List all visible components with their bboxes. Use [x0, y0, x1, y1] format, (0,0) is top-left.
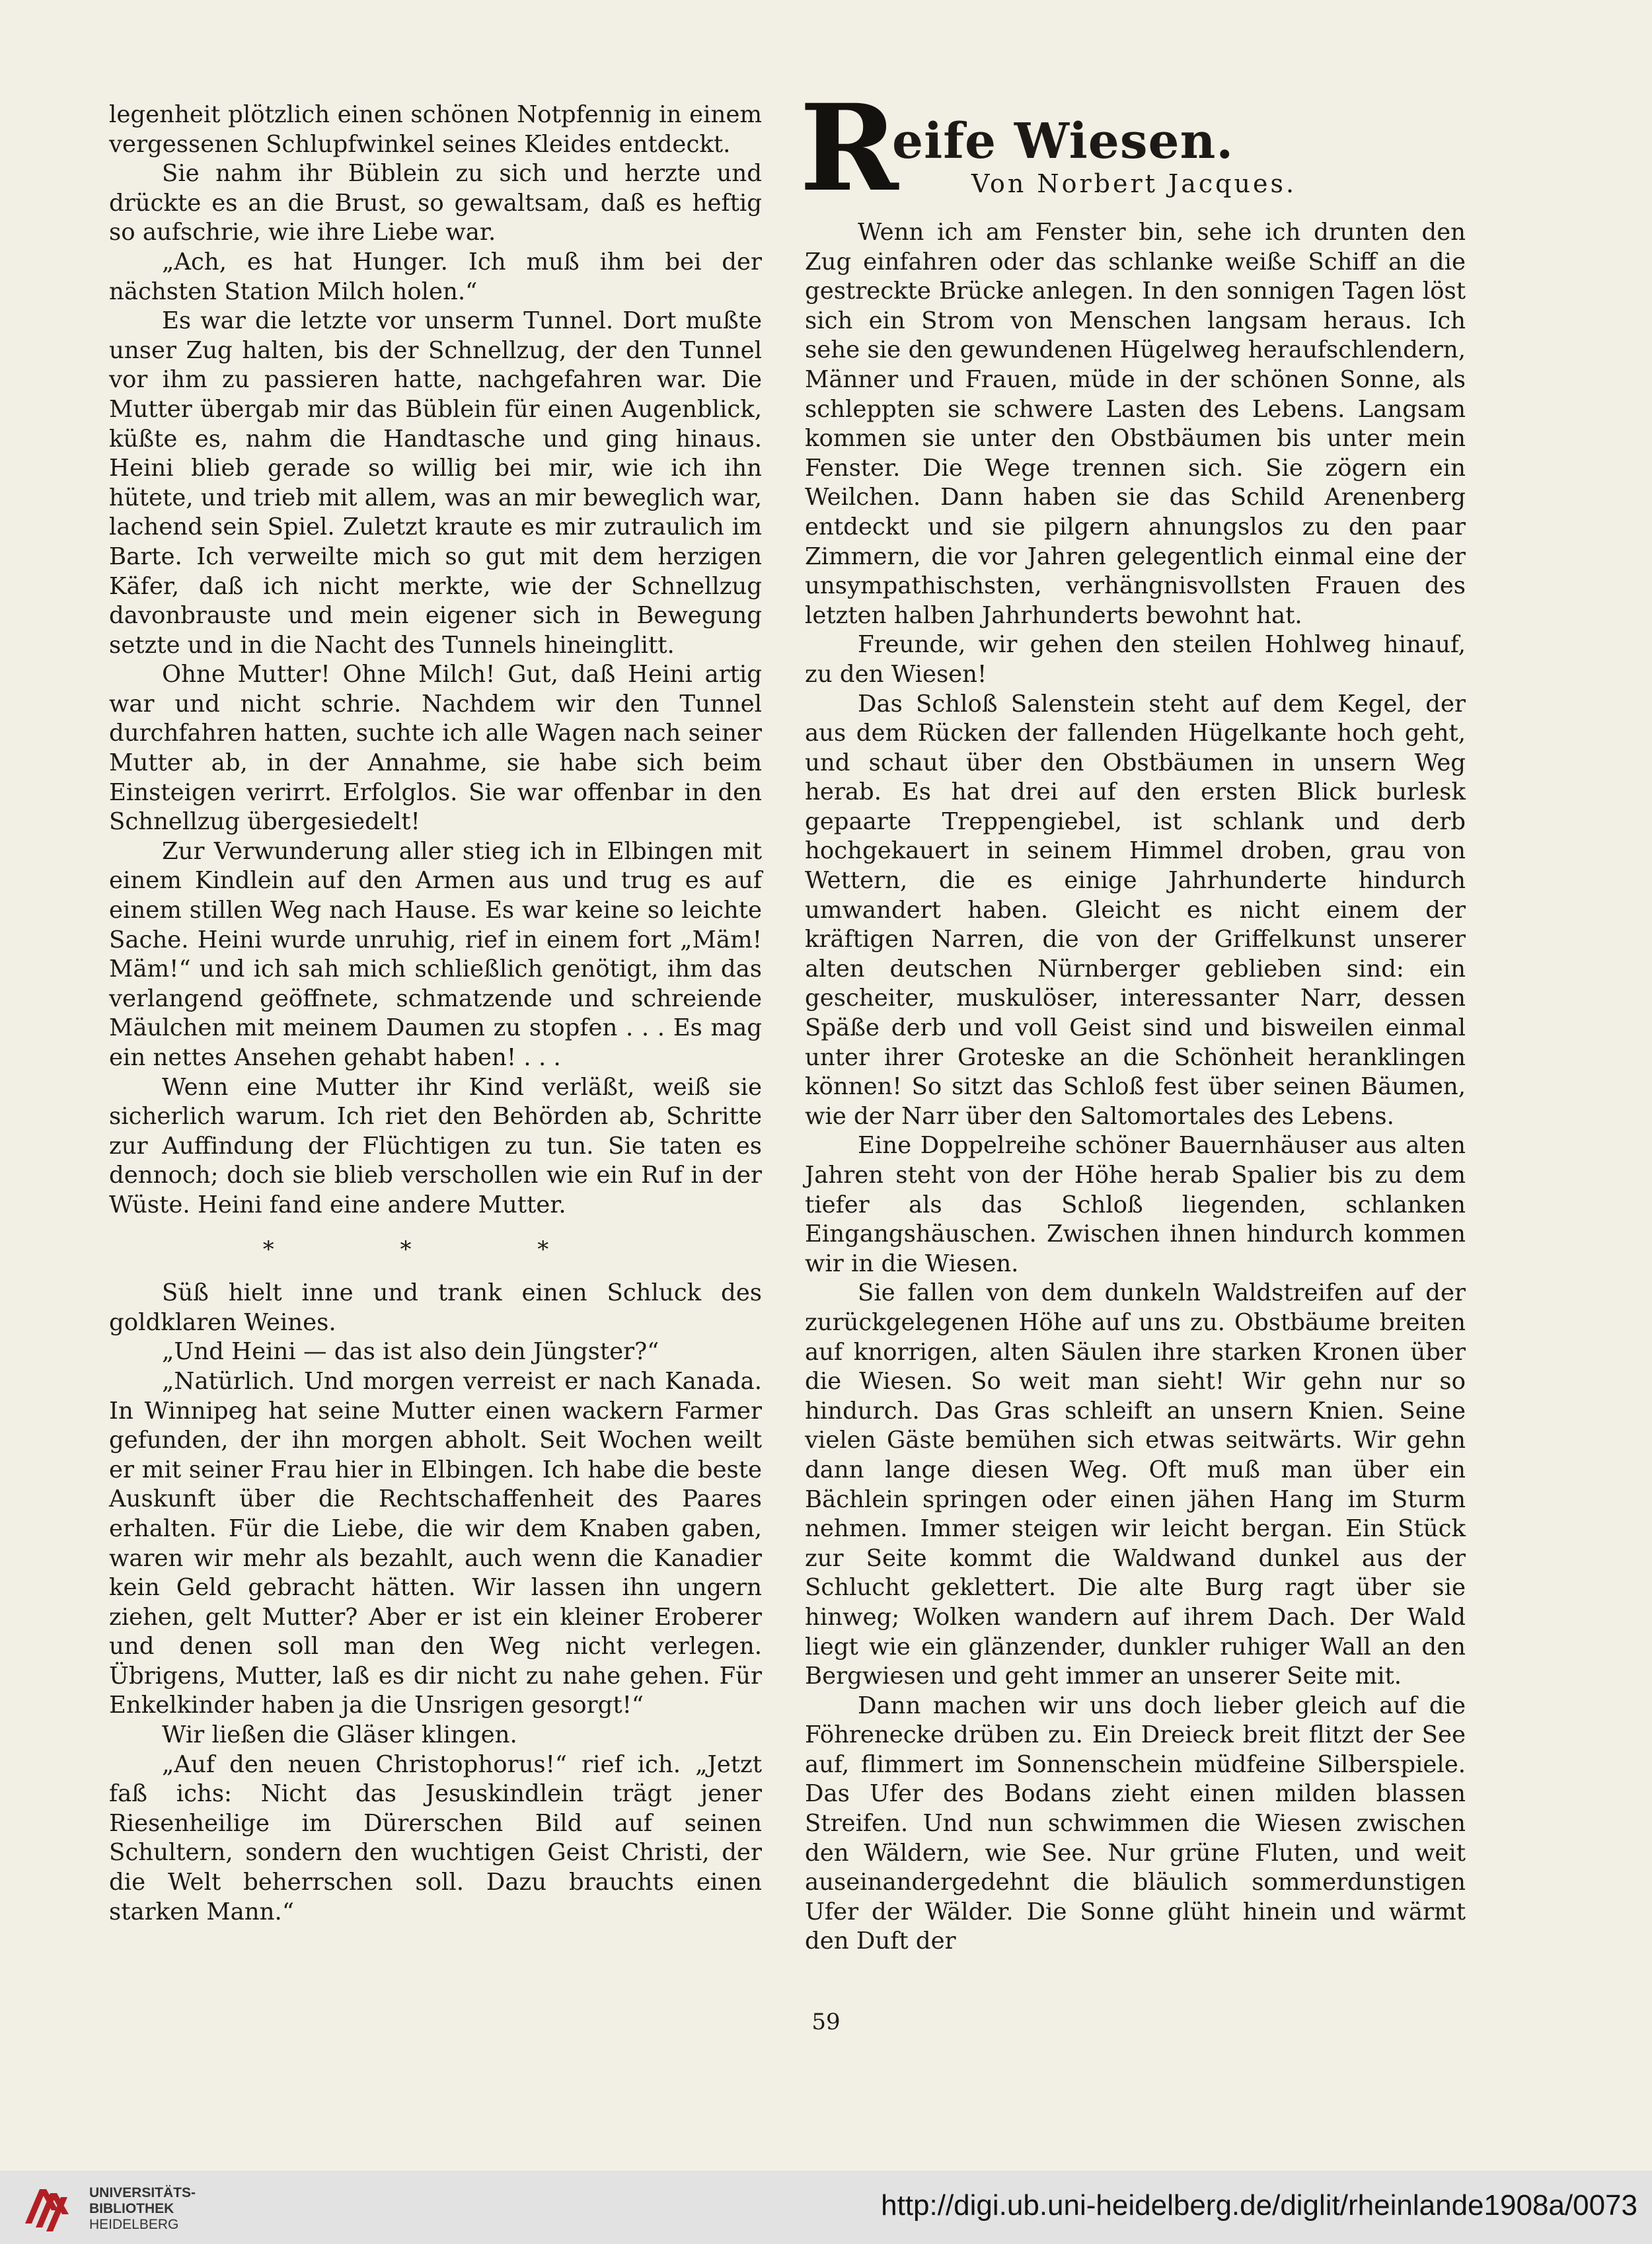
paragraph: Sie fallen von dem dunkeln Waldstreifen auf der zurückgelegenen Höhe auf uns zu. Obstbäume breiten auf knorrigen, alten Säulen ihre starken Kronen über die Wiesen. So weit man sieht! Wir gehn nur so hindurch. Das Gras schleift an unsern Knien. Seine vielen Gäste bemühen sich etwas seitwärts. Wir gehn dann lange diesen Weg. Oft muß man über ein Bächlein springen oder einen jähen Hang im Sturm nehmen. Immer steigen wir leicht bergan. Ein Stück zur Seite kommt die Waldwand dunkel aus der Schlucht geklettert. Die alte Burg ragt über sie hinweg; Wolken wandern auf ihrem Dach. Der Wald liegt wie ein glänzender, dunkler ruhiger Wall an den Bergwiesen und geht immer an unserer Seite mit.	[805, 1279, 1466, 1690]
article-title: eife Wiesen.	[892, 113, 1234, 170]
paragraph: Es war die letzte vor unserm Tunnel. Dort mußte unser Zug halten, bis der Schnellzug, der den Tunnel vor ihm zu passieren hatte, nachgefahren war. Die Mutter übergab mir das Büblein für einen Augenblick, küßte es, nahm die Handtasche und ging hinaus. Heini blieb gerade so willig bei mir, wie ich ihn hütete, und trieb mit allem, was an mir beweglich war, lachend sein Spiel. Zuletzt kraute es mir zutraulich im Barte. Ich verweilte mich so gut mit dem herzigen Käfer, daß ich nicht merkte, wie der Schnellzug davonbrauste und mein eigener sich in Bewegung setzte und in die Nacht des Tunnels hineinglitt.	[109, 307, 763, 659]
paragraph: „Ach, es hat Hunger. Ich muß ihm bei der nächsten Station Milch holen.“	[109, 248, 762, 305]
drop-cap: R	[800, 79, 899, 218]
library-name	[89, 2185, 196, 2233]
right-text-column	[805, 218, 1466, 1957]
library-footer-bar	[0, 2171, 1652, 2244]
paragraph: Das Schloß Salenstein steht auf dem Kegel, der aus dem Rücken der fallenden Hügelkante hoch geht, und schaut über den Obstbäumen in unsern Weg herab. Es hat drei auf den ersten Blick burlesk gepaarte Treppengiebel, ist schlank und derb hochgekauert in seinem Himmel droben, grau von Wettern, die es einige Jahrhunderte hindurch umwandert haben. Gleicht es nicht einem der kräftigen Narren, die von der Griffelkunst unserer alten deutschen Nürnberger geblieben sind: ein gescheiter, muskulöser, interessanter Narr, dessen Späße derb und voll Geist sind und bisweilen einmal unter ihrer Groteske an die Schönheit heranklingen können! So sitzt das Schloß fest über seinen Bäumen, wie der Narr über den Saltomortales des Lebens.	[805, 690, 1466, 1130]
paragraph: Freunde, wir gehen den steilen Hohlweg hinauf, zu den Wiesen!	[805, 631, 1466, 688]
paragraph: Wir ließen die Gläser klingen.	[162, 1721, 517, 1749]
paragraph: „Natürlich. Und morgen verreist er nach Kanada. In Winnipeg hat seine Mutter einen wackern Farmer gefunden, der ihn morgen abholt. Seit Wochen weilt er mit seiner Frau hier in Elbingen. Ich habe die beste Auskunft über die Rechtschaffenheit des Paares erhalten. Für die Liebe, die wir dem Knaben gaben, waren wir mehr als bezahlt, auch wenn die Kanadier kein Geld gebracht hätten. Wir lassen ihn ungern ziehen, gelt Mutter? Aber er ist ein kleiner Eroberer und denen soll man den Weg nicht verlegen. Übrigens, Mutter, laß es dir nicht zu nahe gehen. Für Enkelkinder haben ja die Unsrigen gesorgt!“	[109, 1367, 762, 1719]
paragraph: Dann machen wir uns doch lieber gleich auf die Föhrenecke drüben zu. Ein Dreieck breit flitzt der See auf, flimmert im Sonnenschein müdfeine Silberspiele. Das Ufer des Bodans zieht einen milden blassen Streifen. Und nun schwimmen die Wiesen zwischen den Wäldern, wie See. Nur grüne Fluten, und weit auseinandergedehnt die bläulich sommerdunstigen Ufer der Wälder. Die Sonne glüht hinein und wärmt den Duft der	[805, 1692, 1466, 1955]
paragraph: legenheit plötzlich einen schönen Notpfennig in einem vergessenen Schlupfwinkel seines Kleides entdeckt.	[109, 101, 762, 158]
paragraph: „Auf den neuen Christophorus!“ rief ich. „Jetzt faß ichs: Nicht das Jesuskindlein trägt jener Riesenheilige im Dürerschen Bild auf seinen Schultern, sondern den wuchtigen Geist Christi, der die Welt beherrschen soll. Dazu brauchts einen starken Mann.“	[109, 1750, 762, 1926]
paragraph: Wenn eine Mutter ihr Kind verläßt, weiß sie sicherlich warum. Ich riet den Behörden ab, Schritte zur Auffindung der Flüchtigen zu tun. Sie taten es dennoch; doch sie blieb verschollen wie ein Ruf in der Wüste. Heini fand eine andere Mutter.	[109, 1073, 762, 1218]
library-name-line: HEIDELBERG	[89, 2217, 179, 2232]
section-separator: * * *	[262, 1236, 609, 1263]
paragraph: Sie nahm ihr Büblein zu sich und herzte und drückte es an die Brust, so gewaltsam, daß es heftig so aufschrie, wie ihre Liebe war.	[109, 160, 762, 246]
permalink-url[interactable]: http://digi.ub.uni-heidelberg.de/diglit/rheinlande1908a/0073	[881, 2189, 1637, 2222]
paragraph: Süß hielt inne und trank einen Schluck des goldklaren Weines.	[109, 1279, 762, 1336]
paragraph: Zur Verwunderung aller stieg ich in Elbingen mit einem Kindlein auf den Armen aus und trug es auf einem stillen Weg nach Hause. Es war keine so leichte Sache. Heini wurde unruhig, rief in einem fort „Mäm! Mäm!“ und ich sah mich schließlich genötigt, ihm das verlangend geöffnete, schmatzende und schreiende Mäulchen mit meinem Daumen zu stopfen . . . Es mag ein nettes Ansehen gehabt haben! . . .	[109, 837, 762, 1071]
library-name-line: UNIVERSITÄTS-	[89, 2185, 196, 2200]
paragraph: Eine Doppelreihe schöner Bauernhäuser aus alten Jahren steht von der Höhe herab Spalier bis zu dem tiefer als das Schloß liegenden, schlanken Eingangshäuschen. Zwischen ihnen hindurch kommen wir in die Wiesen.	[805, 1132, 1466, 1277]
paragraph: Wenn ich am Fenster bin, sehe ich drunten den Zug einfahren oder das schlanke weiße Schiff an die gestreckte Brücke anlegen. In den sonnigen Tagen löst sich ein Strom von Menschen langsam heraus. Ich sehe sie den gewundenen Hügelweg heraufschlendern, Männer und Frauen, müde in der schönen Sonne, als schleppten sie schwere Lasten des Lebens. Langsam kommen sie unter den Obstbäumen bis unter mein Fenster. Die Wege trennen sich. Sie zögern ein Weilchen. Dann haben sie das Schild Arenenberg entdeckt und sie pilgern ahnungslos zu den paar Zimmern, die vor Jahren gelegentlich einmal eine der unsympathischsten, verhängnisvollsten Frauen des letzten halben Jahrhunderts bewohnt hat.	[805, 219, 1466, 629]
paragraph: Ohne Mutter! Ohne Milch! Gut, daß Heini artig war und nicht schrie. Nachdem wir den Tunnel durchfahren hatten, suchte ich alle Wagen nach seiner Mutter ab, in der Annahme, sie habe sich beim Einsteigen verirrt. Erfolglos. Sie war offenbar in den Schnellzug übergesiedelt!	[109, 661, 762, 836]
page-number: 59	[811, 2009, 841, 2035]
university-library-logo-icon	[20, 2177, 81, 2238]
library-name-line: BIBLIOTHEK	[89, 2201, 174, 2216]
left-text-column	[109, 100, 762, 1927]
article-heading	[800, 79, 1467, 218]
article-byline: Von Norbert Jacques.	[971, 169, 1297, 198]
paragraph: „Und Heini — das ist also dein Jüngster?“	[162, 1338, 659, 1366]
